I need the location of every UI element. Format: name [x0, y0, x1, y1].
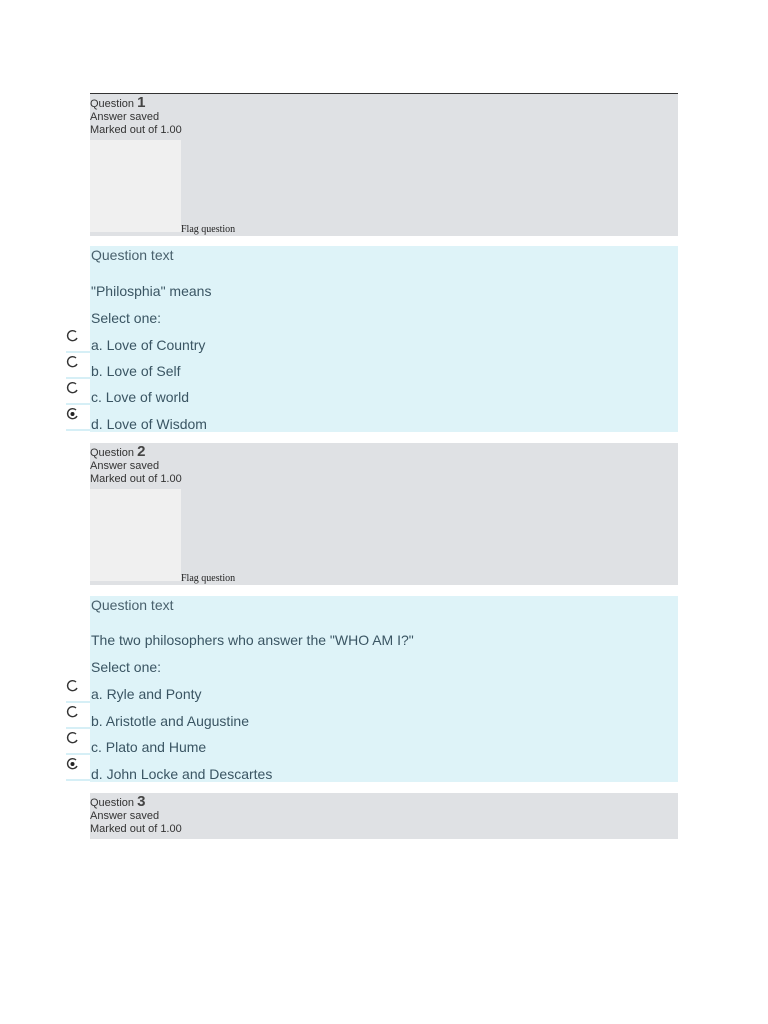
radio-icon: [66, 705, 80, 719]
question-text: The two philosophers who answer the "WHO AM I?": [91, 632, 414, 648]
question-text-heading: Question text: [91, 597, 174, 613]
question-3-info: [90, 793, 678, 839]
question-number: Question 3: [90, 793, 146, 810]
radio-option-d-selected[interactable]: [66, 407, 88, 431]
option-label[interactable]: a. Ryle and Ponty: [91, 686, 202, 702]
marks-label: Marked out of 1.00: [90, 823, 182, 835]
radio-option-b[interactable]: [66, 355, 88, 379]
radio-option-b[interactable]: [66, 705, 88, 729]
question-1-content: [90, 246, 678, 432]
question-2-info: [90, 443, 678, 585]
question-1-info: [90, 94, 678, 236]
radio-option-d-selected[interactable]: [66, 757, 88, 781]
select-one-label: Select one:: [91, 659, 162, 675]
question-number: Question 1: [90, 94, 146, 111]
radio-selected-icon: [66, 757, 80, 771]
radio-option-c[interactable]: [66, 731, 88, 755]
radio-selected-icon: [66, 407, 80, 421]
radio-icon: [66, 355, 80, 369]
radio-icon: [66, 679, 80, 693]
question-text-heading: Question text: [91, 247, 174, 263]
option-label[interactable]: b. Love of Self: [91, 363, 181, 379]
question-text: "Philosphia" means: [91, 283, 212, 299]
option-label[interactable]: c. Plato and Hume: [91, 739, 207, 755]
radio-option-c[interactable]: [66, 381, 88, 405]
radio-option-a[interactable]: [66, 329, 88, 353]
radio-icon: [66, 329, 80, 343]
answer-status: Answer saved: [90, 460, 160, 472]
option-label[interactable]: c. Love of world: [91, 389, 190, 405]
option-label[interactable]: b. Aristotle and Augustine: [91, 713, 249, 729]
radio-option-a[interactable]: [66, 679, 88, 703]
radio-icon: [66, 381, 80, 395]
marks-label: Marked out of 1.00: [90, 124, 182, 136]
flag-question-link[interactable]: Flag question: [181, 224, 236, 235]
option-label[interactable]: d. John Locke and Descartes: [91, 766, 273, 782]
question-number: Question 2: [90, 443, 146, 460]
flag-icon[interactable]: [90, 140, 181, 232]
answer-status: Answer saved: [90, 111, 160, 123]
option-label[interactable]: a. Love of Country: [91, 337, 206, 353]
question-2-content: [90, 596, 678, 782]
marks-label: Marked out of 1.00: [90, 473, 182, 485]
option-label[interactable]: d. Love of Wisdom: [91, 416, 207, 432]
flag-icon[interactable]: [90, 489, 181, 581]
radio-icon: [66, 731, 80, 745]
answer-status: Answer saved: [90, 810, 160, 822]
select-one-label: Select one:: [91, 310, 162, 326]
flag-question-link[interactable]: Flag question: [181, 573, 236, 584]
